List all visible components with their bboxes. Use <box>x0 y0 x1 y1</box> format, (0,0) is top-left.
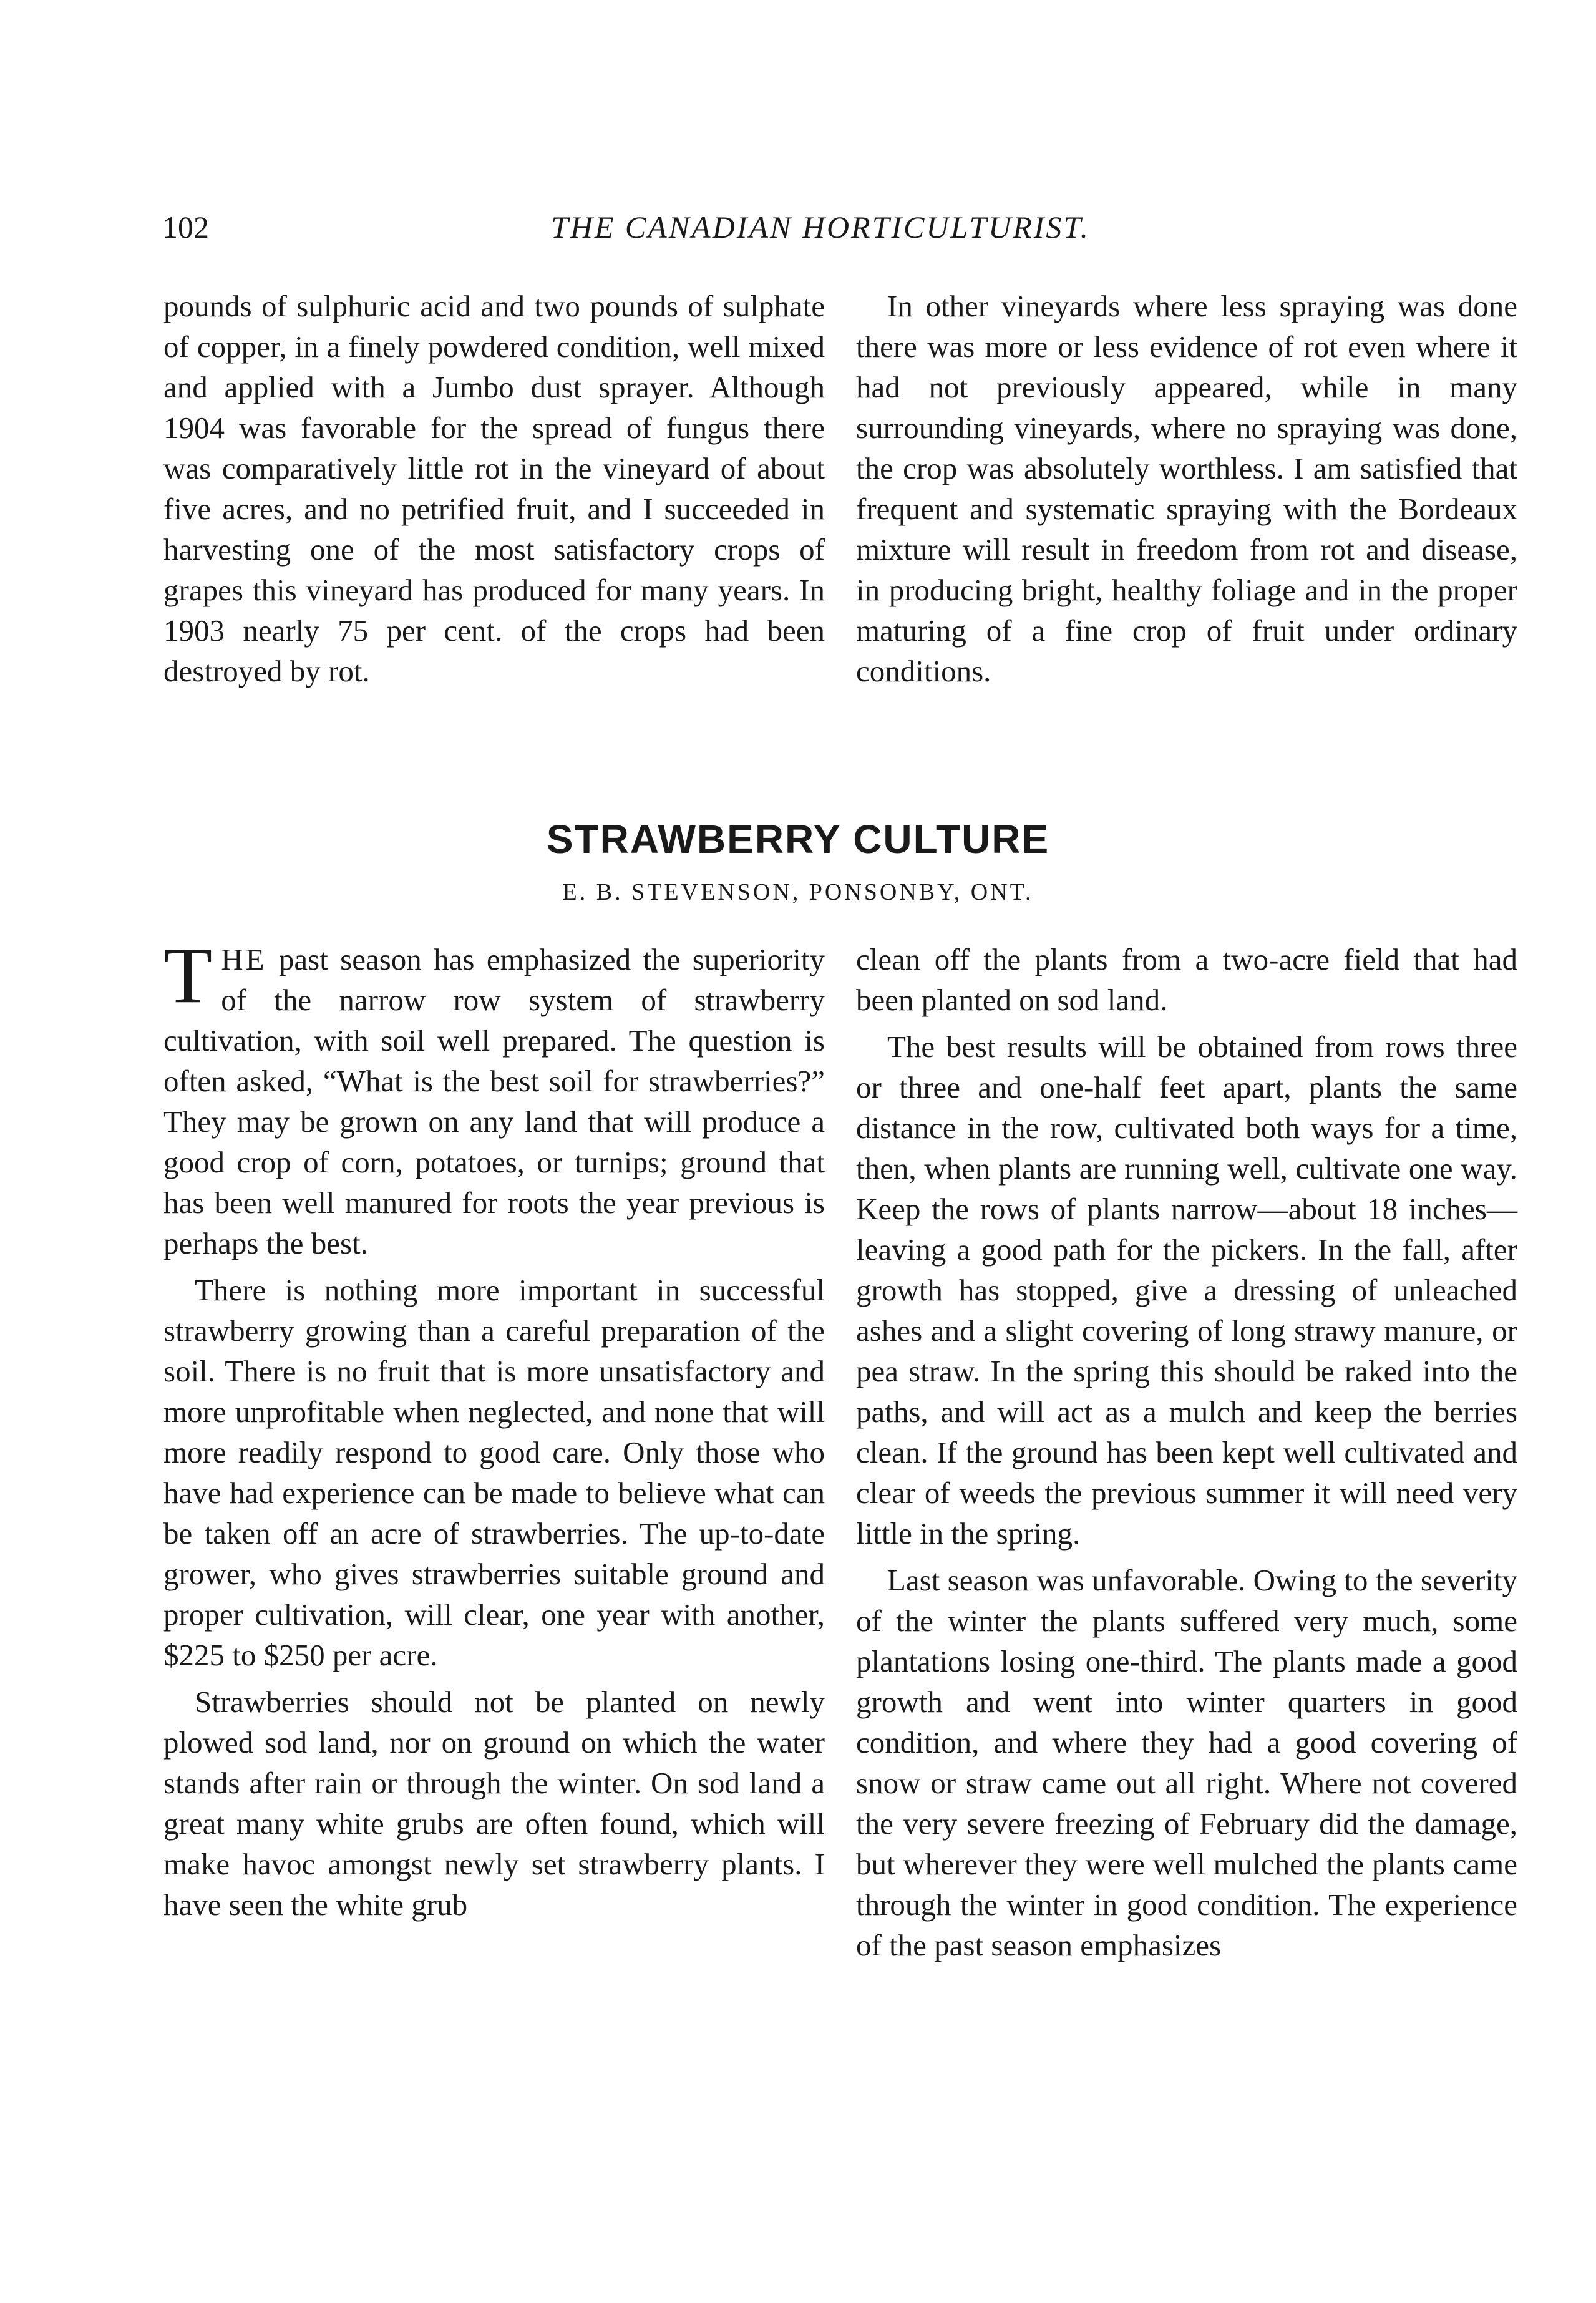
drop-cap: T <box>163 931 213 1020</box>
continued-paragraph: pounds of sulphuric acid and two pounds of sulphate of copper, in a finely powdered condition, well mixed and applied with a Jumbo dust sprayer. Although 1904 was favorable for the spread of fungus there was comparatively little rot in the vineyard of about five acres, and no petrified fruit, and I succeeded in harvesting one of the most satisfactory crops of grapes this vineyard has produced for many years. In 1903 nearly 75 per cent. of the crops had been destroyed by rot. <box>163 289 825 688</box>
paragraph: In other vineyards where less spraying was done there was more or less evidence of rot even where it had not previously appeared, while in many surrounding vineyards, where no spraying was done, the crop was absolutely worthless. I am satisfied that frequent and systematic spraying with the Bordeaux mixture will result in freedom from rot and disease, in producing bright, healthy foliage and in the proper maturing of a fine crop of fruit under ordinary conditions. <box>856 289 1517 688</box>
article-byline: E. B. STEVENSON, PONSONBY, ONT. <box>562 879 1034 905</box>
paragraph: The best results will be obtained from rows three or three and one-half feet apart, plants the same distance in the row, cultivated both ways for a time, then, when plants are running well, cultivate one way. Keep the rows of plants narrow—about 18 inches—leaving a good path for the pickers. In the fall, after growth has stopped, give a dressing of unleached ashes and a slight covering of long strawy manure, or pea straw. In the spring this should be raked into the paths, and will act as a mulch and keep the berries clean. If the ground has been kept well cultivated and clear of weeds the previous summer it will need very little in the spring. <box>856 1030 1517 1551</box>
top-left-column <box>163 286 825 698</box>
running-head <box>162 209 1479 259</box>
journal-title: THE CANADIAN HORTICULTURIST. <box>550 210 1091 245</box>
page-number: 102 <box>162 210 209 245</box>
article-left-column <box>163 931 825 1931</box>
continued-paragraph: clean off the plants from a two-acre field that had been planted on sod land. <box>856 942 1517 1017</box>
paragraph: There is nothing more important in successful strawberry growing than a careful preparation of the soil. There is no fruit that is more unsatisfactory and more unprofitable when neglected, and none that will more readily respond to good care. Only those who have had experience can be made to believe what can be taken off an acre of strawberries. The up-to-date grower, who gives strawberries suitable ground and proper cultivation, will clear, one year with another, $225 to $250 per acre. <box>163 1273 825 1672</box>
article-right-column <box>856 939 1517 1972</box>
opening-paragraph-text: past season has emphasized the superiority of the narrow row system of strawberry cultivation, with soil well prepared. The question is often asked, “What is the best soil for strawberries?” They may be grown on any land that will produce a good crop of corn, potatoes, or turnips; ground that has been well manured for roots the year previous is perhaps the best. <box>163 942 825 1260</box>
top-right-column <box>856 286 1517 698</box>
lead-word: HE <box>221 942 267 976</box>
article-title: STRAWBERRY CULTURE <box>546 817 1050 862</box>
paragraph: Last season was unfavorable. Owing to the severity of the winter the plants suffered very much, some plantations losing one-third. The plants made a good growth and went into winter quarters in good condition, and where they had a good covering of snow or straw came out all right. Where not covered the very severe freezing of February did the damage, but wherever they were well mulched the plants came through the winter in good condition. The experience of the past season emphasizes <box>856 1563 1517 1962</box>
opening-paragraph <box>163 931 825 1263</box>
paragraph: Strawberries should not be planted on newly plowed sod land, nor on ground on which the water stands after rain or through the winter. On sod land a great many white grubs are often found, which will make havoc amongst newly set strawberry plants. I have seen the white grub <box>163 1685 825 1922</box>
